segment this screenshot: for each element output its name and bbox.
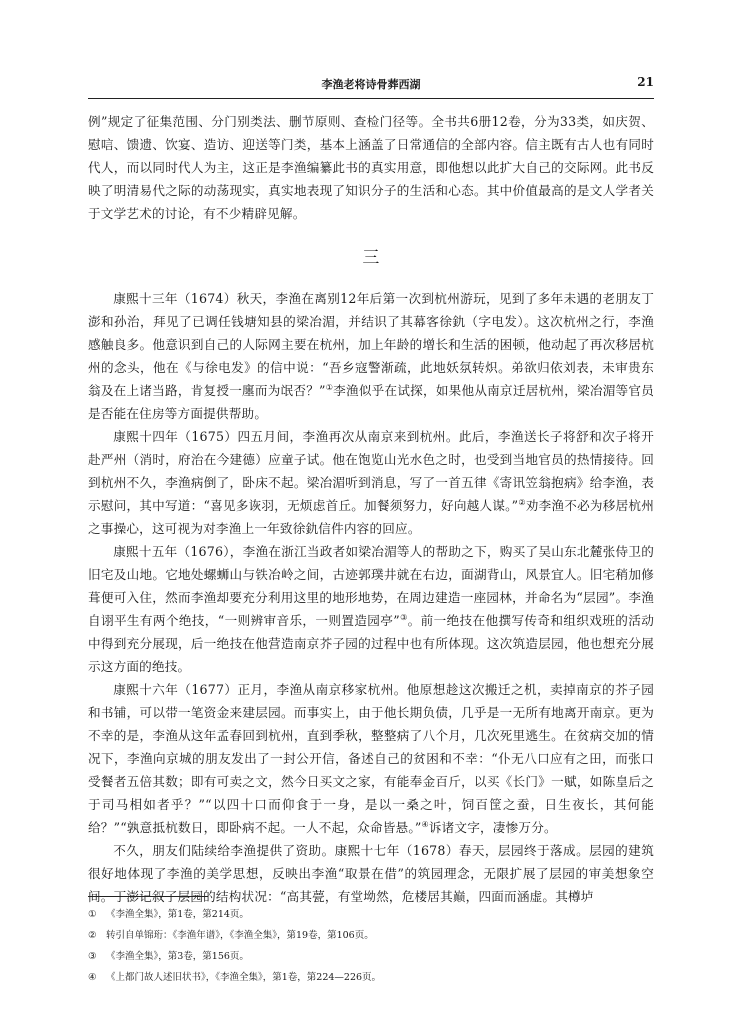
paragraph-text: 康熙十五年（1676），李渔在浙江当政者如梁冶湄等人的帮助之下，购买了吴山东北麓张侍卫的旧宅及山地。它地处螺蛳山与铁冶岭之间，古迹郭璞井就在右边，面湖背山，风景宜人。旧宅稍加修葺便可入住，然而李渔却要充分利用这里的地形地势，在周边建造一座园林，并命名为“层园”。李渔自诩平生有两个绝技，“一则辨审音乐，一则置造园亭” [88,544,654,628]
footnote-marker[interactable]: ④ [421,819,429,829]
footnote-number: ④ [88,972,97,983]
paragraph [88,287,654,425]
footnotes [88,904,654,988]
footnote [88,904,654,925]
paragraph [88,110,654,225]
paragraph-text: 康熙十六年（1677）正月，李渔从南京移家杭州。他原想趁这次搬迁之机，卖掉南京的芥子园和书铺，可以带一笔资金来建层园。而事实上，由于他长期负债，几乎是一无所有地离开南京。更为不幸的是，李渔从这年孟春回到杭州，直到季秋，整整病了八个月，几次死里逃生。在贫病交加的情况下，李渔向京城的朋友发出了一封公开信，备述自己的贫困和不幸：“仆无八口应有之田，而张口受餐者五倍其数；即有可卖之文，然今日买文之家，有能奉金百斤，以买《长门》一赋，如陈皇后之于司马相如者乎？”“以四十口而仰食于一身，是以一桑之叶，饲百筐之蚕，日生夜长，其何能给？”“孰意抵杭数日，即卧病不起。一人不起，众命皆悬。” [88,682,654,835]
paragraph [88,425,654,540]
paragraph-text: 康熙十四年（1675）四五月间，李渔再次从南京来到杭州。此后，李渔送长子将舒和次子将开赴严州（消时，府治在今建德）应童子试。他在饱览山光水色之时，也受到当地官员的热情接待。回到杭州不久，李渔病倒了，卧床不起。梁冶湄听到消息，写了一首五律《寄讯笠翁抱病》给李渔，表示慰问，其中写道：“喜见多诙羽，无烦虑首丘。加餐须努力，好向越人谋。” [88,429,654,513]
header-rule [88,98,654,99]
paragraph [88,678,654,839]
footnote-text: 《上都门故人述旧状书》，《李渔全集》，第1卷，第224—226页。 [106,972,382,983]
running-header [88,76,654,94]
footnote-text: 《李渔全集》，第3卷，第156页。 [106,951,249,962]
paragraph-text: 诉诸文字，凄惨万分。 [428,820,557,835]
paragraph-text: 不久，朋友们陆续给李渔提供了资助。康熙十七年（1678）春天，层园终于落成。层园的建筑很好地体现了李渔的美学思想，反映出李渔“取景在借”的筑园理念，无限扩展了层园的审美想象空间。丁澎记叙了层园的结构状况：“高其甍，有堂坳然，危楼居其巅，四面而涵虚。其樽垆 [88,843,654,904]
paragraph-text: 劝李渔不必为移居杭州之事操心，这可视为对李渔上一年致徐釚信件内容的回应。 [88,498,655,536]
footnote-text: 《李渔全集》，第1卷，第214页。 [106,909,249,920]
footnote-number: ② [88,930,97,941]
paragraph [88,839,654,908]
footnote [88,967,654,988]
running-title: 李渔老将诗骨葬西湖 [321,78,421,91]
footnote-marker[interactable]: ② [518,497,526,507]
section-heading: 三 [362,248,380,268]
page-number: 21 [637,75,654,89]
footnote-text: 转引自单锦珩：《李渔年谱》，《李渔全集》，第19卷，第106页。 [106,930,374,941]
paragraph-text: 李渔似乎在试探，如果他从南京迁居杭州，梁冶湄等官员是否能在住房等方面提供帮助。 [88,383,655,421]
footnote-number: ① [88,909,97,920]
paragraph-text: 例”规定了征集范围、分门别类法、删节原则、查检门径等。全书共6册12卷，分为33类，如庆贺、慰唁、馈遗、饮宴、造访、迎送等门类，基本上涵盖了日常通信的全部内容。信主既有古人也有同时代人，而以同时代人为主，这正是李渔编纂此书的真实用意，即他想以此扩大自己的交际网。此书反映了明清易代之际的动荡现实，真实地表现了知识分子的生活和心态。其中价值最高的是文人学者关于文学艺术的讨论，有不少精辟见解。 [88,114,654,221]
body-text [88,110,654,908]
footnote [88,946,654,967]
paragraph-text: 康熙十三年（1674）秋天，李渔在离别12年后第一次到杭州游玩，见到了多年未遇的老朋友丁澎和孙治，拜见了已调任钱塘知县的梁冶湄，并结识了其幕客徐釚（字电发）。这次杭州之行，李渔感触良多。他意识到自己的人际网主要在杭州，加上年龄的增长和生活的困顿，他动起了再次移居杭州的念头，他在《与徐电发》的信中说：“吾乡寇警渐疏，此地妖氛转炽。弟欲归依刘表，未审贵东翁及在上诸当路，肯复授一廛而为氓否？” [88,291,654,398]
paragraph-text: 。前一绝技在他撰写传奇和组织戏班的活动中得到充分展现，后一绝技在他营造南京芥子园的过程中也有所体现。这次筑造层园，他也想充分展示这方面的绝技。 [88,613,654,674]
footnote-rule [88,896,208,897]
footnote-number: ③ [88,951,97,962]
paragraph [88,540,654,678]
footnote-marker[interactable]: ① [325,382,334,392]
footnote [88,925,654,946]
footnote-marker[interactable]: ③ [399,612,408,622]
